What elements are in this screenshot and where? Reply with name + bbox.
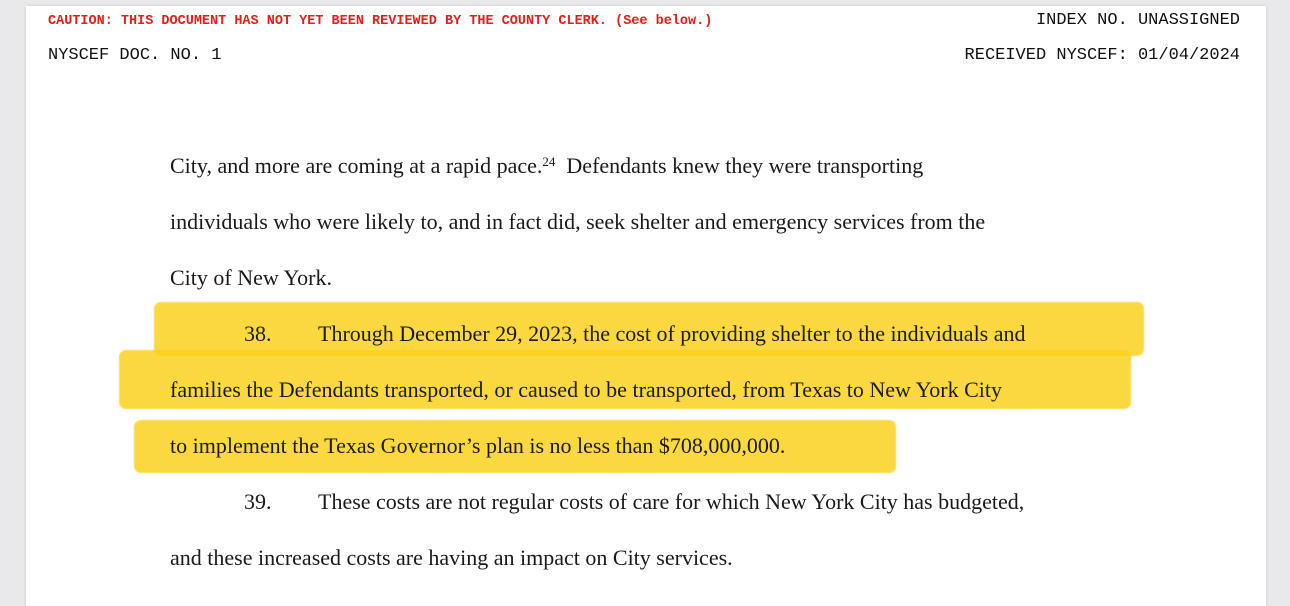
paragraph-number: 39.: [244, 489, 272, 514]
body-line: City of New York.: [170, 265, 332, 290]
doc-number: NYSCEF DOC. NO. 1: [48, 46, 222, 65]
body-text: These costs are not regular costs of care for which New York City has budgeted,: [318, 489, 1025, 514]
paragraph-39-line: [170, 488, 1024, 516]
paragraph-number: 38.: [244, 321, 272, 346]
body-text: Defendants knew they were transporting: [566, 153, 924, 178]
body-text: Through December 29, 2023, the cost of providing shelter to the individuals and: [318, 321, 1026, 346]
caution-banner: CAUTION: THIS DOCUMENT HAS NOT YET BEEN REVIEWED BY THE COUNTY CLERK. (See below.): [48, 14, 713, 29]
body-line: individuals who were likely to, and in fact did, seek shelter and emergency services from the: [170, 209, 986, 234]
body-text: City, and more are coming at a rapid pace.: [170, 153, 543, 178]
document-page: [26, 6, 1266, 606]
body-line: [170, 152, 923, 180]
index-number: INDEX NO. UNASSIGNED: [1035, 11, 1240, 30]
paragraph-38-line: families the Defendants transported, or caused to be transported, from Texas to New York City: [170, 377, 1003, 402]
paragraph-38-line: [170, 320, 1026, 348]
footnote-marker: 24: [542, 154, 556, 169]
paragraph-38-line: to implement the Texas Governor’s plan is no less than $708,000,000.: [170, 433, 786, 458]
received-date: RECEIVED NYSCEF: 01/04/2024: [964, 46, 1240, 65]
paragraph-39-line: and these increased costs are having an impact on City services.: [170, 545, 733, 570]
